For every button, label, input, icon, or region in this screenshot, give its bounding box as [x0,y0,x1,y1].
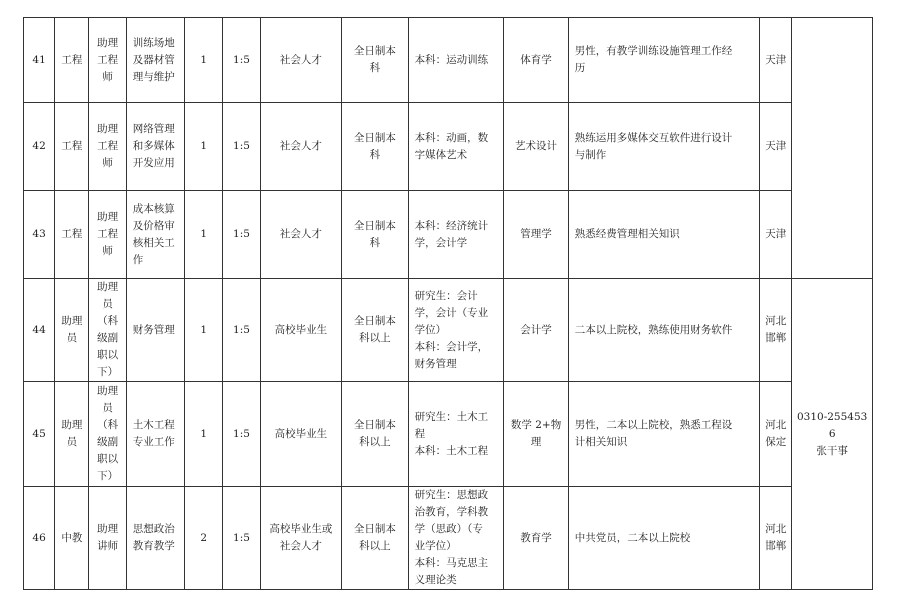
cell-line: 学，会计学 [414,236,468,249]
cell-line: 全日制本 [353,523,396,535]
cell-category [55,487,89,590]
cell-line: 全日制本 [353,45,396,57]
cell-level [89,279,126,382]
cell-count [185,18,223,103]
cell-discipline [504,382,568,487]
cell-line: 员 [66,436,78,448]
cell-line: 社会人才 [279,140,322,152]
cell-requirement [568,487,759,590]
cell-line: 本科：经济统计 [414,219,489,232]
cell-source [260,18,342,103]
recruitment-table [23,17,873,590]
cell-major [408,487,504,590]
cell-location [760,487,792,590]
table-row [24,103,873,191]
cell-line: 1 [200,228,208,240]
cell-count [185,279,223,382]
cell-ratio [223,279,260,382]
cell-line: 数学 2+物 [510,419,562,431]
cell-line: 高校毕业生或 [269,523,333,535]
cell-location [760,279,792,382]
cell-education [342,382,408,487]
cell-line: 全日制本 [353,419,396,431]
cell-ratio [223,487,260,590]
cell-line: 专业工作 [132,436,175,448]
cell-contact [792,279,873,590]
cell-category [55,191,89,279]
cell-line: 财务管理 [132,323,175,336]
cell-requirement [568,103,759,191]
cell-line: 师 [102,70,113,83]
cell-line: 社会人才 [279,53,322,66]
cell-source [260,103,342,191]
cell-line: 1:5 [233,228,250,240]
cell-line: 讲师 [97,540,119,552]
cell-line: 理与维护 [132,70,175,83]
cell-post [126,382,184,487]
cell-line: 计相关知识 [574,436,628,448]
cell-level [89,103,126,191]
cell-line: 社会人才 [279,228,322,240]
cell-post [126,103,184,191]
cell-line: 1:5 [233,531,250,544]
cell-count [185,191,223,279]
cell-major [408,18,504,103]
cell-line: 会计学 [520,323,552,336]
table-row [24,487,873,590]
cell-line: 43 [32,228,46,240]
cell-line: 高校毕业生 [274,427,328,440]
cell-requirement [568,382,759,487]
cell-location [760,103,792,191]
cell-line: （科 [97,315,119,327]
cell-requirement [568,18,759,103]
cell-line: 教育学 [520,531,552,544]
cell-line: 邯郸 [765,540,787,552]
cell-line: 工程 [61,228,83,240]
cell-line: 义理论类 [414,574,457,586]
cell-line: 河北 [765,315,787,327]
cell-ratio [223,103,260,191]
cell-source [260,487,342,590]
cell-line: 工程 [61,140,83,152]
cell-line: 研究生：会计 [414,289,478,302]
cell-discipline [504,487,568,590]
cell-line: 46 [32,531,46,544]
cell-location [760,382,792,487]
cell-line: 师 [102,245,113,257]
cell-line: 业学位） [414,540,457,552]
table-row [24,279,873,382]
cell-category [55,18,89,103]
cell-education [342,103,408,191]
cell-line: 男性，二本以上院校，熟悉工程设 [574,419,733,431]
cell-line: 1 [200,140,208,152]
cell-line: 邯郸 [765,332,787,344]
cell-education [342,487,408,590]
cell-line: （科 [97,419,119,431]
cell-line: 助理 [97,36,119,49]
cell-line: 工程 [97,228,119,240]
cell-line: 工程 [61,53,83,66]
cell-source [260,382,342,487]
cell-line: 1:5 [233,140,250,152]
cell-line: 全日制本 [353,315,396,327]
cell-line: 学，会计（专业 [414,306,489,319]
cell-line: 管理学 [520,228,552,240]
cell-requirement [568,279,759,382]
cell-line: 天津 [765,140,787,152]
cell-ratio [223,382,260,487]
cell-line: 员 [102,402,113,414]
cell-line: 作 [132,253,144,266]
cell-line: 级副 [97,436,119,448]
cell-line: 理 [530,436,542,448]
cell-line: 成本核算 [132,202,175,215]
cell-line: 科 [369,148,381,161]
cell-line: 0310-2554536 [796,410,868,440]
cell-post [126,487,184,590]
cell-line: 土木工程 [132,419,175,431]
cell-line: 级副 [97,332,119,344]
cell-line: 助理 [97,281,119,293]
cell-line: 社会人才 [279,540,322,552]
cell-education [342,279,408,382]
cell-line: 艺术设计 [515,140,558,152]
cell-location [760,18,792,103]
cell-line: 员 [66,332,78,344]
cell-discipline [504,18,568,103]
cell-line: 及器材管 [132,53,175,66]
table-row [24,18,873,103]
cell-line: 财务管理 [414,357,457,370]
cell-line: 二本以上院校，熟练使用财务软件 [574,323,733,336]
cell-line: 助理 [61,419,83,431]
cell-source [260,279,342,382]
cell-number [24,279,55,382]
cell-number [24,487,55,590]
cell-line: 和多媒体 [132,140,175,152]
cell-line: 科以上 [359,436,391,448]
cell-line: 历 [574,62,586,74]
cell-line: 中共党员，二本以上院校 [574,531,691,544]
cell-line: 研究生：思想政 [414,489,489,501]
cell-line: 工程 [97,53,119,66]
cell-number [24,382,55,487]
cell-line: 天津 [765,228,787,240]
cell-level [89,487,126,590]
cell-discipline [504,103,568,191]
cell-line: 研究生：土木工 [414,410,489,423]
cell-line: 核相关工 [132,236,175,249]
cell-count [185,103,223,191]
cell-line: 助理 [97,211,119,223]
cell-line: 本科：运动训练 [414,53,489,66]
cell-line: 科 [369,236,381,249]
cell-line: 中教 [61,531,83,544]
cell-count [185,487,223,590]
cell-line: 职以 [97,453,119,465]
cell-level [89,382,126,487]
cell-discipline [504,191,568,279]
cell-number [24,103,55,191]
cell-education [342,191,408,279]
cell-line: 教育教学 [132,540,175,552]
cell-line: 1:5 [233,427,250,440]
cell-line: 熟悉经费管理相关知识 [574,228,680,240]
cell-line: 44 [32,323,46,336]
cell-line: 字媒体艺术 [414,148,468,161]
cell-line: 1 [200,427,208,440]
cell-line: 体育学 [520,53,552,66]
cell-major [408,103,504,191]
cell-line: 高校毕业生 [274,323,328,336]
cell-location [760,191,792,279]
cell-line: 1 [200,323,208,336]
cell-line: 助理 [97,523,119,535]
cell-contact-empty [792,18,873,279]
cell-major [408,382,504,487]
cell-line: 程 [414,427,426,440]
table-body [24,18,873,590]
cell-line: 本科：马克思主 [414,557,489,569]
cell-number [24,191,55,279]
cell-line: 河北 [765,419,787,431]
cell-line: 45 [32,427,46,440]
cell-line: 开发应用 [132,157,175,169]
cell-line: 男性，有教学训练设施管理工作经 [574,45,733,57]
cell-line: 助理 [97,123,119,135]
cell-line: 与制作 [574,148,607,161]
cell-line: 职以 [97,349,119,361]
cell-line: 下） [97,366,119,378]
cell-line: 保定 [765,436,787,448]
cell-line: 全日制本 [353,219,396,232]
cell-line: 治教育，学科教 [414,506,489,518]
cell-post [126,279,184,382]
cell-line: 本科：动画，数 [414,131,489,144]
cell-level [89,18,126,103]
cell-line: 熟练运用多媒体交互软件进行设计 [574,131,733,144]
cell-line: 1 [200,53,208,66]
cell-line: 网络管理 [132,123,175,135]
cell-line: 全日制本 [353,131,396,144]
cell-line: 1:5 [233,53,250,66]
cell-line: 科 [369,62,381,74]
cell-line: 1:5 [233,323,250,336]
cell-requirement [568,191,759,279]
cell-discipline [504,279,568,382]
cell-ratio [223,18,260,103]
table-row [24,191,873,279]
cell-education [342,18,408,103]
cell-line: 助理 [97,385,119,397]
cell-category [55,382,89,487]
cell-line: 员 [102,298,113,310]
cell-count [185,382,223,487]
cell-line: 及价格审 [132,219,175,232]
table-row [24,382,873,487]
cell-line: 学（思政）（专 [414,523,483,535]
cell-category [55,103,89,191]
cell-line: 工程 [97,140,119,152]
cell-major [408,191,504,279]
cell-line: 师 [102,157,113,169]
cell-line: 本科：会计学， [414,340,489,353]
cell-line: 训练场地 [132,36,175,49]
cell-line: 科以上 [359,540,391,552]
cell-post [126,18,184,103]
cell-line: 41 [32,53,46,66]
cell-post [126,191,184,279]
cell-ratio [223,191,260,279]
cell-line: 思想政治 [132,523,175,535]
cell-number [24,18,55,103]
cell-line: 天津 [765,53,787,66]
cell-line: 下） [97,470,119,482]
cell-line: 科以上 [359,332,391,344]
cell-category [55,279,89,382]
cell-line: 张干事 [816,444,848,457]
cell-line: 助理 [61,315,83,327]
cell-major [408,279,504,382]
cell-line: 2 [200,531,208,544]
cell-level [89,191,126,279]
cell-source [260,191,342,279]
cell-line: 河北 [765,523,787,535]
cell-line: 42 [32,140,46,152]
cell-line: 本科：土木工程 [414,444,489,457]
cell-line: 学位） [414,323,447,336]
